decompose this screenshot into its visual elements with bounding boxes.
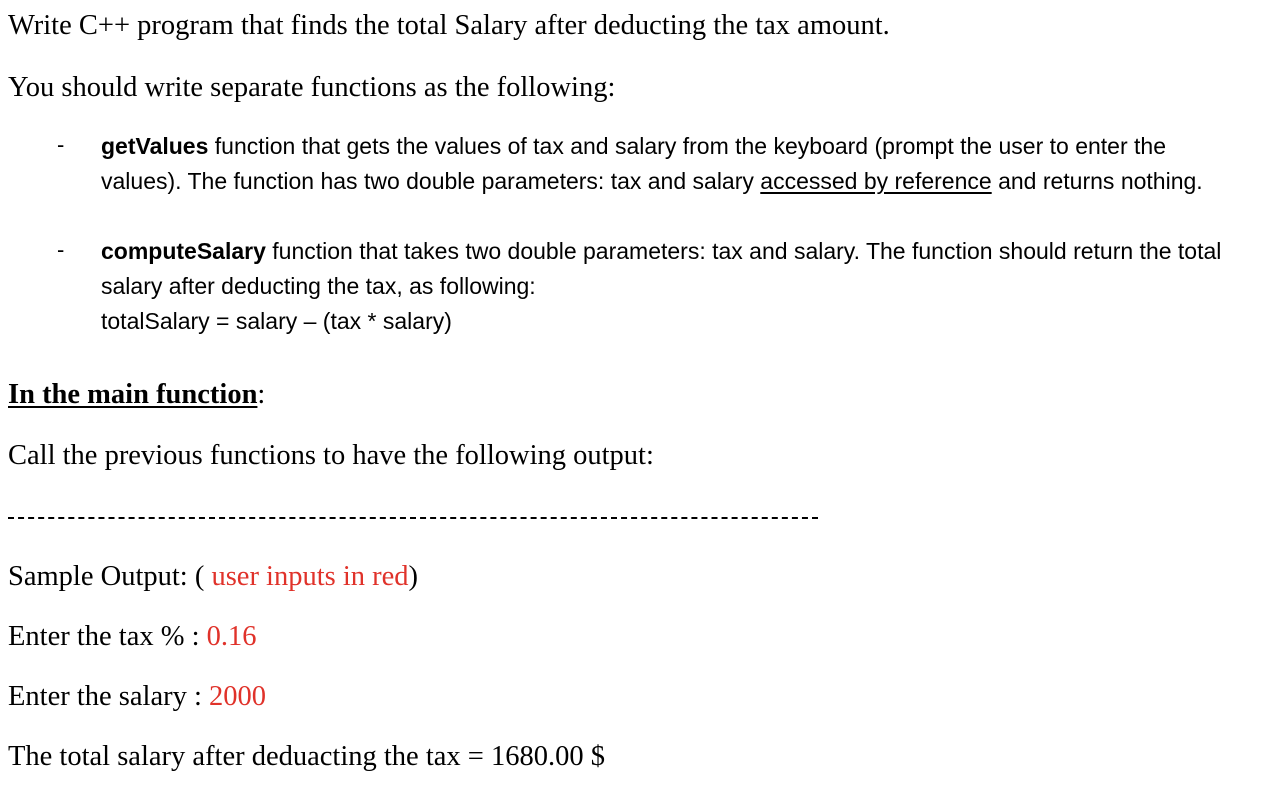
sample-label-suffix: ) <box>408 561 419 592</box>
main-heading-colon: : <box>257 379 266 410</box>
tax-prompt: Enter the tax % : <box>8 621 207 652</box>
bullet-item-computesalary <box>101 234 1251 339</box>
tax-prompt-line <box>8 620 257 654</box>
salary-prompt: Enter the salary : <box>8 681 210 712</box>
sample-label-red: user inputs in red <box>204 561 409 592</box>
salary-prompt-line <box>8 680 266 714</box>
bullet-text-getvalues-a: function that gets the values of tax and salary from the keyboard (prompt the user to enter the values). The function has two double parameters: tax and salary <box>101 133 1166 194</box>
intro-line-1: Write C++ program that finds the total Salary after deducting the tax amount. <box>8 10 890 41</box>
bullet-marker-1: - <box>57 132 65 157</box>
function-name-computesalary: computeSalary <box>101 238 266 264</box>
bullet-marker-2: - <box>57 237 65 262</box>
result-line: The total salary after deduacting the tax = 1680.00 $ <box>8 741 605 772</box>
bullet-item-getvalues <box>101 129 1251 199</box>
function-name-getvalues: getValues <box>101 133 209 159</box>
main-instruction: Call the previous functions to have the following output: <box>8 440 654 471</box>
accessed-by-reference-text: accessed by reference <box>760 168 992 194</box>
salary-input-value: 2000 <box>209 681 267 712</box>
formula-text: totalSalary = salary – (tax * salary) <box>101 308 452 334</box>
main-heading-text: In the main function <box>8 379 258 410</box>
main-function-heading <box>8 378 265 412</box>
sample-output-label <box>8 560 418 594</box>
bullet-text-getvalues-b: and returns nothing. <box>991 168 1203 194</box>
bullet-text-computesalary: function that takes two double parameters: tax and salary. The function should return the total salary after deducting the tax, as following: <box>101 238 1222 299</box>
dashed-divider <box>8 517 818 519</box>
intro-line-2: You should write separate functions as the following: <box>8 72 616 103</box>
tax-input-value: 0.16 <box>206 621 257 652</box>
sample-label-prefix: Sample Output: ( <box>8 561 205 592</box>
